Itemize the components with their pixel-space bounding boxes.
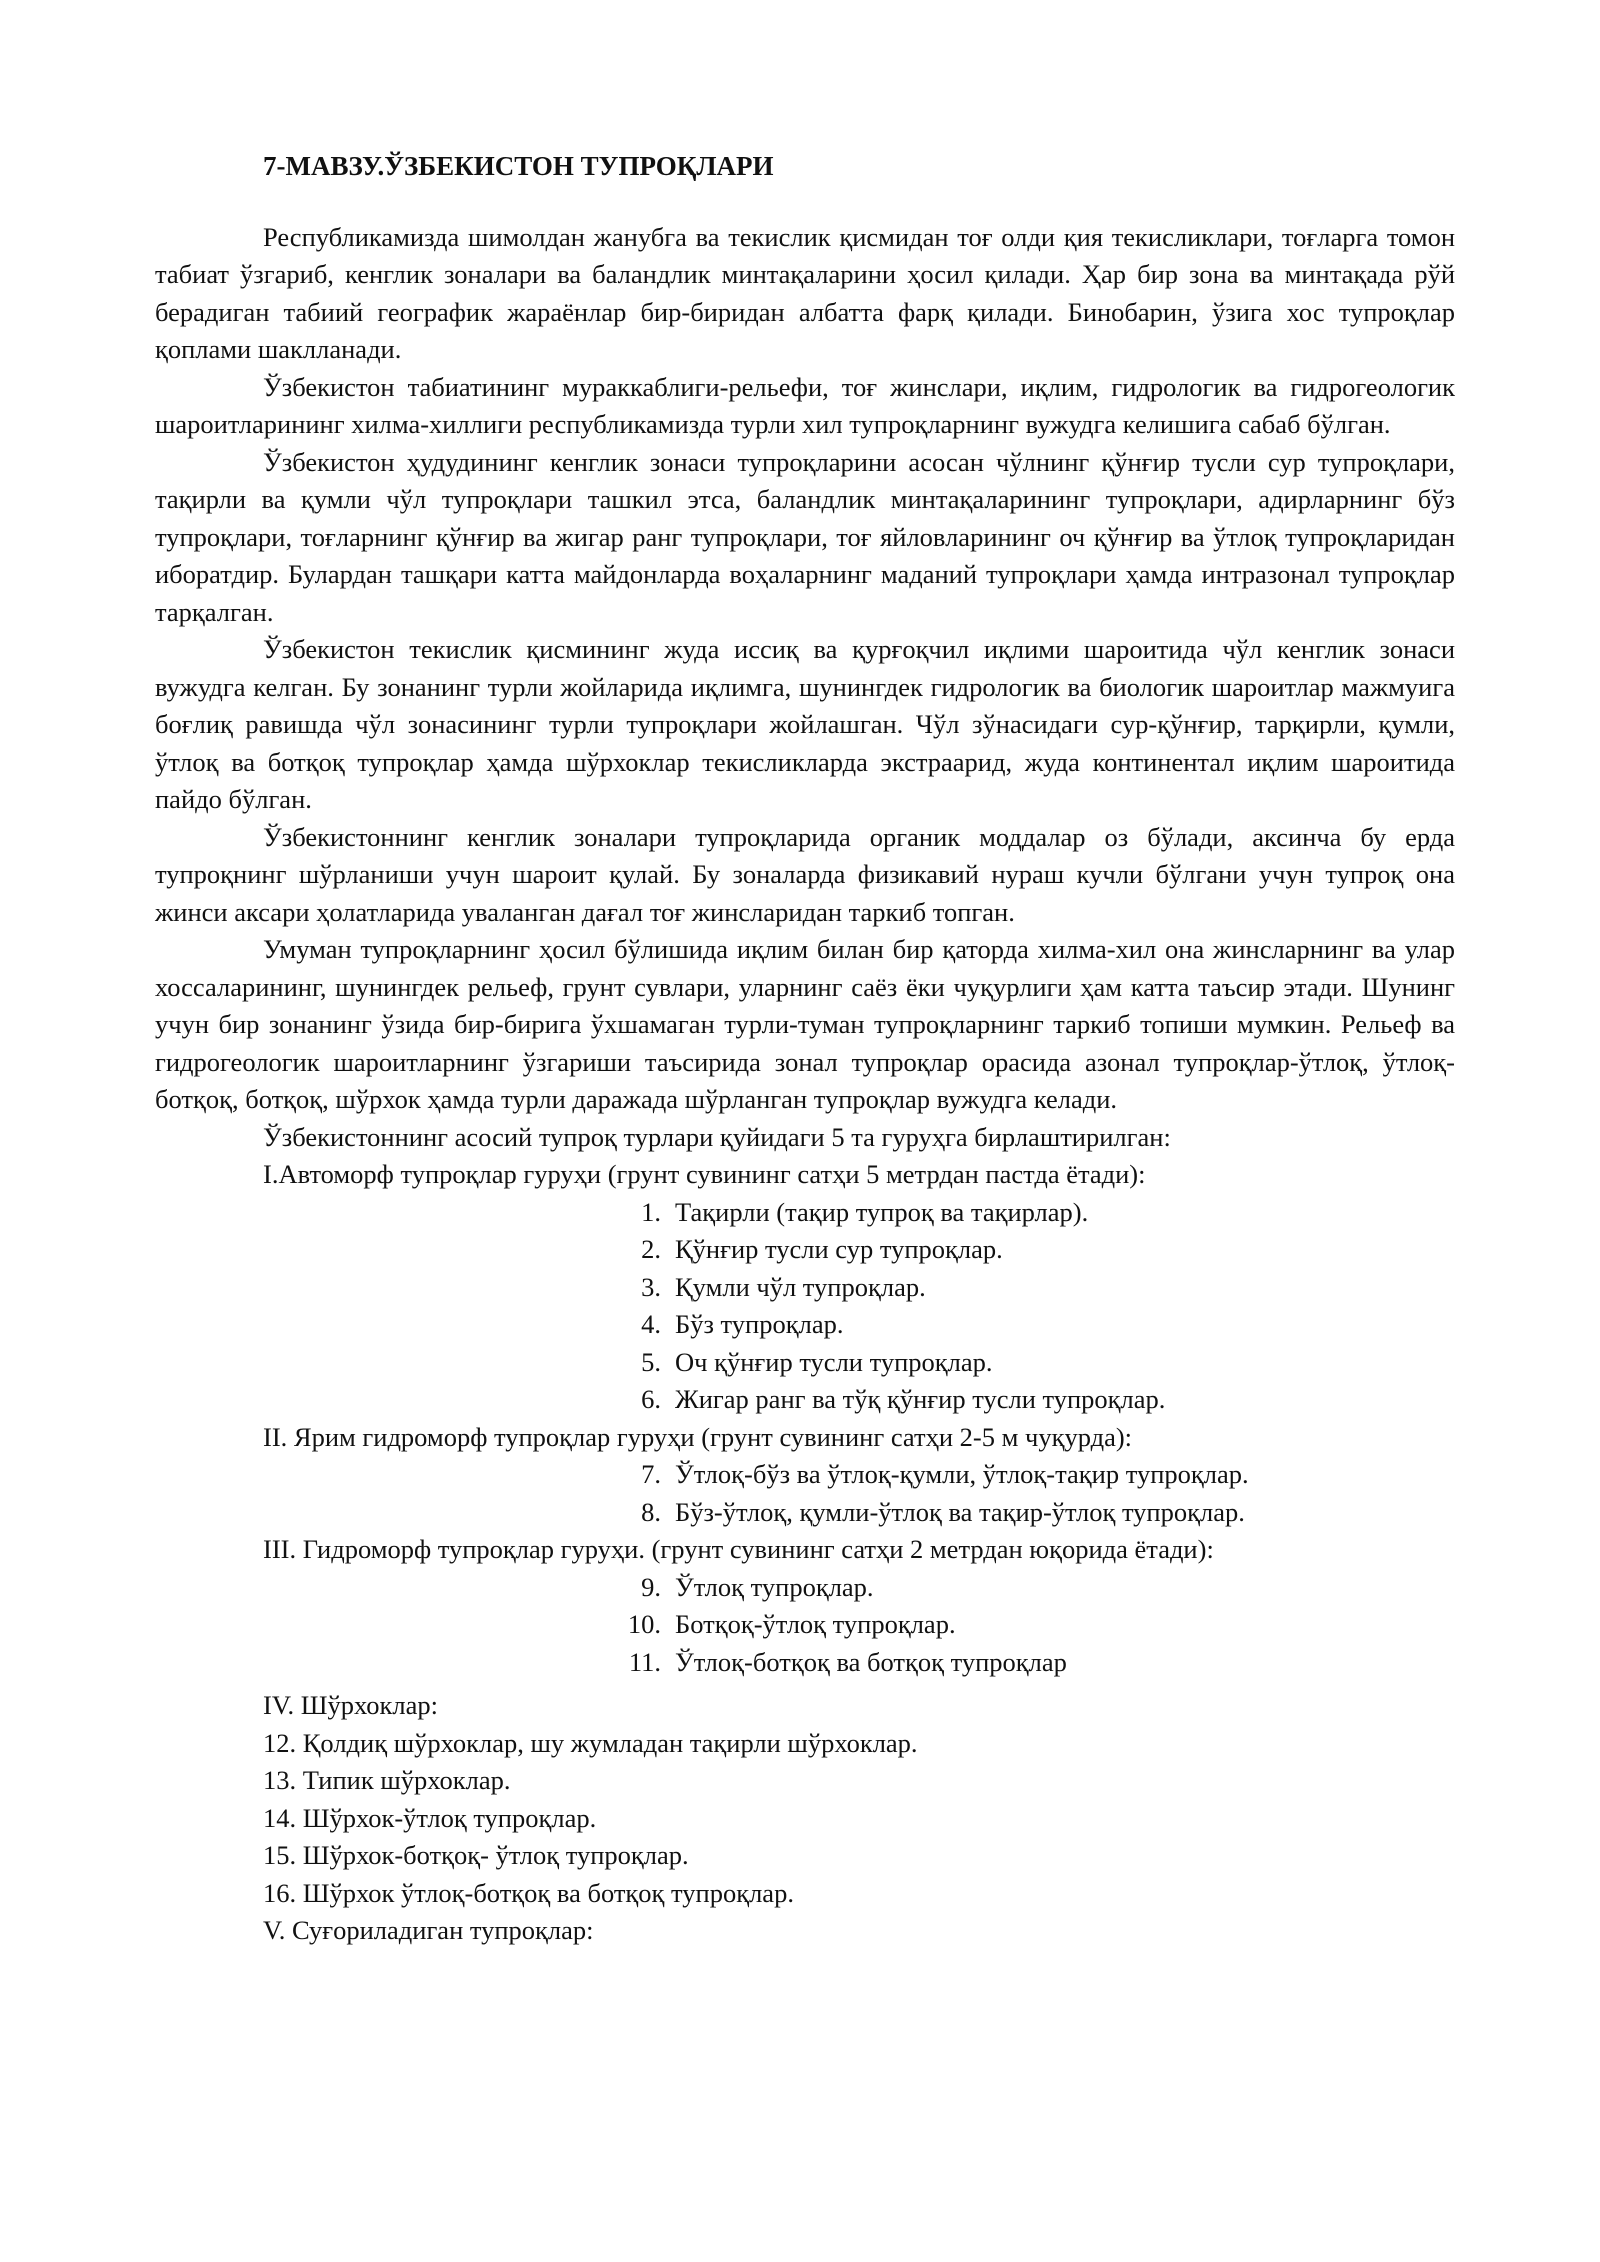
- list-item: 15. Шўрхок-ботқоқ- ўтлоқ тупроқлар.: [263, 1840, 689, 1870]
- list-item-number: 3.: [641, 1271, 661, 1302]
- list-item-text: Ўтлоқ-ботқоқ ва ботқоқ тупроқлар: [675, 1646, 1067, 1677]
- list-item-number: 6.: [641, 1384, 661, 1414]
- paragraph: Умуман тупроқларнинг ҳосил бўлишида иқлим билан бир қаторда хилма-хил она жинсларнинг ва улар хоссаларининг, шунингдек рельеф, грунт сувлари, уларнинг саёз ёки чуқурлиги ҳам катта таъсир этади. Шунинг учун бир зонанинг ўзида бир-бирига ўхшамаган турли-туман тупроқларнинг таркиб топиши мумкин. Рельеф ва гидрогеологик шароитларнинг ўзгариши таъсирида зонал тупроқлар орасида азонал тупроқлар-ўтлоқ, ўтлоқ-ботқоқ, ботқоқ, шўрхок ҳамда турли даражада шўрланган тупроқлар вужудга келади.: [155, 934, 1455, 1114]
- list-item-number: 2.: [641, 1234, 661, 1264]
- list-item: [155, 1381, 1455, 1419]
- list-item-text: Ботқоқ-ўтлоқ тупроқлар.: [675, 1609, 956, 1639]
- paragraph: Ўзбекистоннинг кенглик зоналари тупроқларида органик моддалар оз бўлади, аксинча бу ерда тупроқнинг шўрланиши учун шароит қулай. Бу зоналарда физикавий нураш кучли бўлгани учун тупроқ она жинси аксари ҳолатларида уваланган дағал тоғ жинсларидан таркиб топган.: [155, 821, 1455, 927]
- paragraph: Ўзбекистон ҳудудининг кенглик зонаси тупроқларини асосан чўлнинг қўнғир тусли сур тупроқлари, тақирли ва қумли чўл тупроқлари ташкил этса, баландлик минтақаларининг тупроқлари, адирларнинг бўз тупроқлари, тоғларнинг қўнғир ва жигар ранг тупроқлари, тоғ яйловларининг оч қўнғир ва ўтлоқ тупроқларидан иборатдир. Булардан ташқари катта майдонларда воҳаларнинг маданий тупроқлари ҳамда интразонал тупроқлар тарқалган.: [155, 446, 1455, 627]
- list-item-number: 4.: [641, 1309, 661, 1339]
- group-heading-2: II. Ярим гидроморф тупроқлар гуруҳи (грунт сувининг сатҳи 2-5 м чуқурда):: [263, 1421, 1133, 1452]
- list-item-number: 9.: [641, 1571, 661, 1602]
- list-item-text: Жигар ранг ва тўқ қўнғир тусли тупроқлар.: [675, 1384, 1166, 1414]
- list-item-number: 5.: [641, 1346, 661, 1377]
- list-item: 13. Типик шўрхоклар.: [263, 1765, 511, 1795]
- list-item-text: Бўз-ўтлоқ, қумли-ўтлоқ ва тақир-ўтлоқ тупроқлар.: [675, 1496, 1245, 1527]
- list-item-text: Ўтлоқ тупроқлар.: [675, 1571, 874, 1602]
- list-item: [155, 1344, 1455, 1382]
- document-title: 7-МАВЗУ.ЎЗБЕКИСТОН ТУПРОҚЛАРИ: [263, 151, 774, 181]
- paragraph: Ўзбекистон текислик қисмининг жуда иссиқ ва қурғоқчил иқлими шароитида чўл кенглик зонаси вужудга келган. Бу зонанинг турли жойларида иқлимга, шунингдек гидрологик ва биологик шароитлар мажмуига боғлиқ равишда чўл зонасининг турли тупроқлари жойлашган. Чўл зўнасидаги сур-қўнғир, тарқирли, қумли, ўтлоқ ва ботқоқ тупроқлар ҳамда шўрхоклар текисликларда экстраарид, жуда континентал иқлим шароитида пайдо бўлган.: [155, 634, 1455, 814]
- group-2-list: [155, 1456, 1455, 1531]
- list-item-number: 10.: [627, 1609, 661, 1639]
- group-heading-3: III. Гидроморф тупроқлар гуруҳи. (грунт сувининг сатҳи 2 метрдан юқорида ётади):: [263, 1534, 1214, 1564]
- group-heading-4: IV. Шўрхоклар:: [263, 1690, 438, 1720]
- group-heading-5: V. Суғориладиган тупроқлар:: [263, 1915, 594, 1945]
- list-item-text: Оч қўнғир тусли тупроқлар.: [675, 1346, 993, 1377]
- list-item-text: Қумли чўл тупроқлар.: [675, 1271, 926, 1302]
- list-item: 12. Қолдиқ шўрхоклар, шу жумладан тақирли шўрхоклар.: [263, 1727, 918, 1758]
- group-3-list: [155, 1569, 1455, 1682]
- list-item: [155, 1606, 1455, 1644]
- list-item-text: Бўз тупроқлар.: [675, 1309, 844, 1339]
- group-1-list: [155, 1194, 1455, 1419]
- list-item: [155, 1306, 1455, 1344]
- groups-intro: Ўзбекистоннинг асосий тупроқ турлари қуйидаги 5 та гуруҳга бирлаштирилган:: [263, 1121, 1171, 1152]
- list-item: 14. Шўрхок-ўтлоқ тупроқлар.: [263, 1802, 597, 1833]
- list-item: [155, 1644, 1455, 1682]
- list-item-number: 11.: [628, 1646, 661, 1677]
- paragraph: Республикамизда шимолдан жанубга ва текислик қисмидан тоғ олди қия текисликлари, тоғларга томон табиат ўзгариб, кенглик зоналари ва баландлик минтақаларини ҳосил қилади. Ҳар бир зона ва минтақада рўй берадиган табиий географик жараёнлар бир-биридан албатта фарқ қилади. Бинобарин, ўзига хос тупроқлар қоплами шаклланади.: [155, 221, 1455, 364]
- list-item: [155, 1569, 1455, 1607]
- list-item: [155, 1494, 1455, 1532]
- paragraph: Ўзбекистон табиатининг мураккаблиги-рельефи, тоғ жинслари, иқлим, гидрологик ва гидрогеологик шароитларининг хилма-хиллиги республикамизда турли хил тупроқларнинг вужудга келишига сабаб бўлган.: [155, 371, 1455, 439]
- list-item-text: Қўнғир тусли сур тупроқлар.: [675, 1234, 1003, 1264]
- list-item: [155, 1231, 1455, 1269]
- list-item-number: 8.: [641, 1496, 661, 1527]
- list-item: [155, 1194, 1455, 1232]
- list-item: [155, 1456, 1455, 1494]
- list-item-text: Тақирли (тақир тупроқ ва тақирлар).: [675, 1196, 1089, 1227]
- list-item-number: 1.: [641, 1196, 661, 1227]
- group-heading-1: I.Автоморф тупроқлар гуруҳи (грунт сувининг сатҳи 5 метрдан пастда ётади):: [263, 1159, 1146, 1189]
- document-page: [155, 148, 1455, 1950]
- list-item: [155, 1269, 1455, 1307]
- list-item: 16. Шўрхок ўтлоқ-ботқоқ ва ботқоқ тупроқлар.: [263, 1877, 794, 1908]
- list-item-text: Ўтлоқ-бўз ва ўтлоқ-қумли, ўтлоқ-тақир тупроқлар.: [675, 1459, 1249, 1489]
- list-item-number: 7.: [641, 1459, 661, 1489]
